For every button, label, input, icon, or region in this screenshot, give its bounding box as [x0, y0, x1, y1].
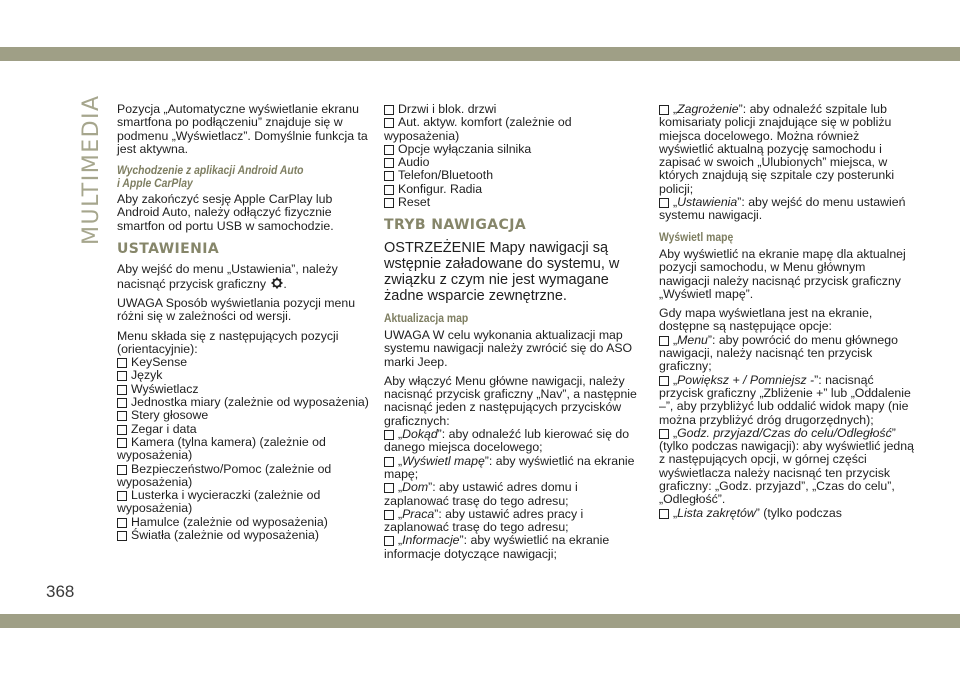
- checkbox-icon: [384, 510, 394, 520]
- checkbox-icon: [384, 118, 394, 128]
- subheading: Wychodzenie z aplikacji Android Auto i Apple CarPlay: [117, 163, 304, 190]
- list-item: Audio: [384, 156, 646, 169]
- paragraph: Aby wejść do menu „Ustawienia”, należy nacisnąć przycisk graficzny .: [117, 262, 338, 291]
- list-item: „Godz. przyjazd/Czas do celu/Odległość” (tylko podczas nawigacji): aby wyświetlić jedną z następujących opcji, w górnej części wyświetlacza należy nacisnąć ten przycisk graficzny: „Godz. przyjazd”, „Czas do celu”, „Odległość”.: [659, 425, 914, 507]
- checkbox-icon: [659, 429, 669, 439]
- top-band: [0, 47, 960, 61]
- list-item: „Dom”: aby ustawić adres domu i zaplanować trasę do tego adresu;: [384, 480, 578, 508]
- checkbox-icon: [659, 509, 669, 519]
- checkbox-icon: [117, 371, 127, 381]
- list-item: Telefon/Bluetooth: [384, 169, 646, 182]
- page-number: 368: [46, 582, 75, 601]
- list-item: Stery głosowe: [117, 409, 372, 422]
- bottom-band: [0, 614, 960, 628]
- list-item: Jednostka miary (zależnie od wyposażenia): [117, 396, 372, 409]
- list-item: Kamera (tylna kamera) (zależnie od wyposażenia): [117, 434, 326, 463]
- section-heading: TRYB NAWIGACJA: [384, 217, 527, 234]
- checkbox-icon: [384, 536, 394, 546]
- settings-list-continued: [384, 103, 646, 209]
- checkbox-icon: [659, 336, 669, 346]
- checkbox-icon: [659, 105, 669, 115]
- list-item: „Ustawienia”: aby wejść do menu ustawień systemu nawigacji.: [659, 195, 906, 223]
- list-item: Bezpieczeństwo/Pomoc (zależnie od wyposażenia): [117, 461, 332, 489]
- column-1: [117, 103, 372, 548]
- checkbox-icon: [384, 171, 394, 181]
- list-item: Wyświetlacz: [117, 383, 372, 396]
- section-side-tab: MULTIMEDIA: [79, 94, 104, 245]
- list-item: Opcje wyłączania silnika: [384, 143, 646, 156]
- checkbox-icon: [384, 105, 394, 115]
- list-item: „Zagrożenie”: aby odnaleźć szpitale lub komisariaty policji znajdujące się w pobliżu miejsca docelowego. Można również wyświetlić aktualną pozycję samochodu i zapisać w swoich „Ulubionych” miejsca, w których znajdują się szpitale czy posterunki policji;: [659, 102, 895, 196]
- nav-options-list-continued: [659, 103, 917, 223]
- paragraph: UWAGA Sposób wyświetlania pozycji menu różni się w zależności od wersji.: [117, 295, 356, 324]
- list-item: Aut. aktyw. komfort (zależnie od wyposażenia): [384, 115, 572, 143]
- list-item: „Menu”: aby powrócić do menu głównego nawigacji, należy nacisnąć ten przycisk graficzny;: [659, 332, 898, 374]
- list-item: Drzwi i blok. drzwi: [384, 103, 646, 116]
- checkbox-icon: [117, 465, 127, 475]
- checkbox-icon: [384, 185, 394, 195]
- checkbox-icon: [117, 518, 127, 528]
- list-item: „Informacje”: aby wyświetlić na ekranie informacje dotyczące nawigacji;: [384, 533, 610, 561]
- list-item: „Wyświetl mapę”: aby wyświetlić na ekranie mapę;: [384, 453, 635, 481]
- list-item: „Lista zakrętów” (tylko podczas: [659, 507, 917, 520]
- list-item: Lusterka i wycieraczki (zależnie od wyposażenia): [117, 488, 321, 516]
- warning-text: OSTRZEŻENIE Mapy nawigacji są wstępnie załadowane do systemu, w związku z czym nie jest wymagane żadne wsparcie zewnętrzne.: [384, 239, 620, 304]
- checkbox-icon: [384, 483, 394, 493]
- checkbox-icon: [117, 398, 127, 408]
- checkbox-icon: [117, 425, 127, 435]
- settings-list: [117, 356, 372, 542]
- nav-options-list: [384, 428, 646, 561]
- subheading: Wyświetl mapę: [659, 229, 734, 244]
- checkbox-icon: [117, 531, 127, 541]
- gear-icon: [271, 277, 283, 289]
- list-item: Światła (zależnie od wyposażenia): [117, 529, 372, 542]
- checkbox-icon: [117, 491, 127, 501]
- subheading: Aktualizacja map: [384, 310, 469, 325]
- checkbox-icon: [384, 198, 394, 208]
- column-3: [659, 103, 917, 520]
- list-item: „Praca”: aby ustawić adres pracy i zaplanować trasę do tego adresu;: [384, 506, 584, 535]
- map-options-list: [659, 334, 917, 520]
- paragraph: Aby włączyć Menu główne nawigacji, należy nacisnąć przycisk graficzny „Nav”, a następnie nacisnąć jeden z następujących przycisków graficznych:: [384, 373, 637, 428]
- paragraph: UWAGA W celu wykonania aktualizacji map systemu nawigacji należy zwrócić się do ASO marki Jeep.: [384, 327, 633, 369]
- paragraph: Pozycja „Automatyczne wyświetlanie ekranu smartfona po podłączeniu” znajduje się w podmenu „Wyświetlacz”. Domyślnie funkcja ta jest aktywna.: [117, 102, 368, 156]
- paragraph: Menu składa się z następujących pozycji (orientacyjnie):: [117, 328, 339, 356]
- checkbox-icon: [117, 438, 127, 448]
- list-item: Zegar i data: [117, 423, 372, 436]
- list-item: Język: [117, 369, 372, 382]
- checkbox-icon: [117, 411, 127, 421]
- list-item: „Powiększ + / Pomniejsz -”: nacisnąć przycisk graficzny „Zbliżenie +” lub „Oddalenie –”, aby przybliżyć lub oddalić widok mapy (nie można przybliżyć dróg drugorzędnych);: [659, 372, 911, 427]
- checkbox-icon: [117, 385, 127, 395]
- checkbox-icon: [384, 158, 394, 168]
- checkbox-icon: [117, 358, 127, 368]
- list-item: „Dokąd”: aby odnaleźć lub kierować się do danego miejsca docelowego;: [384, 427, 630, 455]
- section-heading: USTAWIENIA: [117, 241, 220, 258]
- column-2: [384, 103, 646, 561]
- checkbox-icon: [384, 430, 394, 440]
- checkbox-icon: [384, 457, 394, 467]
- list-item: Hamulce (zależnie od wyposażenia): [117, 516, 372, 529]
- checkbox-icon: [659, 376, 669, 386]
- paragraph: Aby wyświetlić na ekranie mapę dla aktualnej pozycji samochodu, w Menu głównym nawigacji należy nacisnąć przycisk graficzny „Wyświetl mapę”.: [659, 246, 906, 301]
- checkbox-icon: [384, 145, 394, 155]
- list-item: KeySense: [117, 356, 372, 369]
- paragraph: Gdy mapa wyświetlana jest na ekranie, dostępne są następujące opcje:: [659, 306, 873, 334]
- checkbox-icon: [659, 198, 669, 208]
- list-item: Konfigur. Radia: [384, 183, 646, 196]
- paragraph: Aby zakończyć sesję Apple CarPlay lub Android Auto, należy odłączyć fizycznie smartfon od portu USB w samochodzie.: [117, 192, 334, 233]
- list-item: Reset: [384, 196, 646, 209]
